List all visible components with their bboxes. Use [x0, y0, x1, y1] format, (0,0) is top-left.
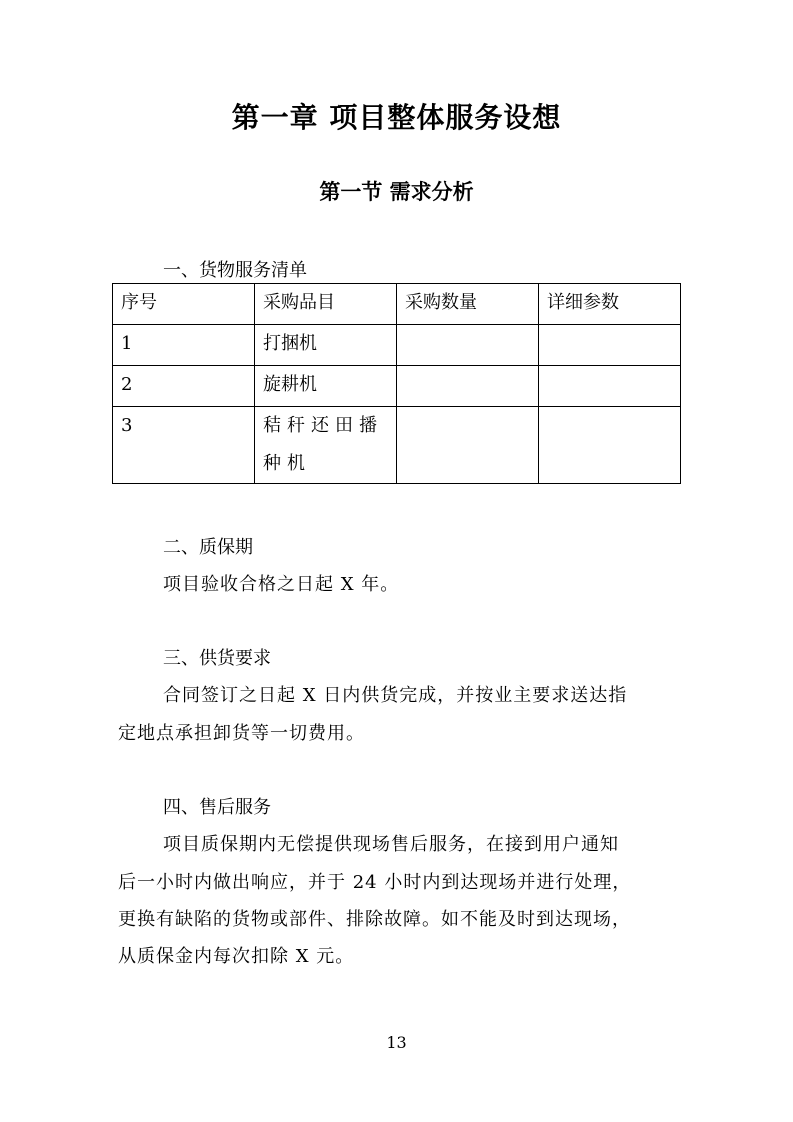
table-header-row	[113, 284, 681, 325]
chapter-title: 第一章 项目整体服务设想	[231, 101, 562, 134]
cell-index: 2	[113, 366, 255, 407]
after-sales-line-1: 项目质保期内无偿提供现场售后服务，在接到用户通知	[163, 834, 619, 855]
supply-text-line-2: 定地点承担卸货等一切费用。	[118, 723, 365, 744]
cell-item	[254, 407, 396, 484]
cell-quantity	[397, 407, 539, 484]
header-cell-item: 采购品目	[254, 284, 396, 325]
supply-text-line-1: 合同签订之日起 X 日内供货完成，并按业主要求送达指	[163, 685, 628, 706]
cell-params	[539, 325, 681, 366]
heading-supply: 三、供货要求	[163, 648, 271, 669]
header-cell-quantity: 采购数量	[397, 284, 539, 325]
cell-quantity	[397, 325, 539, 366]
section-title: 第一节 需求分析	[319, 180, 474, 204]
table-row	[113, 407, 681, 484]
cell-params	[539, 366, 681, 407]
heading-goods-list: 一、货物服务清单	[163, 260, 307, 281]
warranty-text: 项目验收合格之日起 X 年。	[163, 574, 400, 595]
table-row	[113, 366, 681, 407]
cell-index: 1	[113, 325, 255, 366]
page-number: 13	[386, 1033, 407, 1052]
after-sales-line-3: 更换有缺陷的货物或部件、排除故障。如不能及时到达现场，	[118, 909, 631, 930]
after-sales-line-4: 从质保金内每次扣除 X 元。	[118, 946, 355, 967]
cell-item: 打捆机	[254, 325, 396, 366]
cell-item: 旋耕机	[254, 366, 396, 407]
goods-service-table	[112, 283, 681, 484]
heading-after-sales: 四、售后服务	[163, 797, 271, 818]
header-cell-params: 详细参数	[539, 284, 681, 325]
header-cell-index: 序号	[113, 284, 255, 325]
cell-item-text: 秸秆还田播种机	[262, 415, 383, 474]
heading-warranty: 二、质保期	[163, 537, 253, 558]
after-sales-line-2: 后一小时内做出响应，并于 24 小时内到达现场并进行处理，	[118, 872, 632, 893]
cell-index: 3	[113, 407, 255, 484]
cell-quantity	[397, 366, 539, 407]
cell-params	[539, 407, 681, 484]
table-row	[113, 325, 681, 366]
